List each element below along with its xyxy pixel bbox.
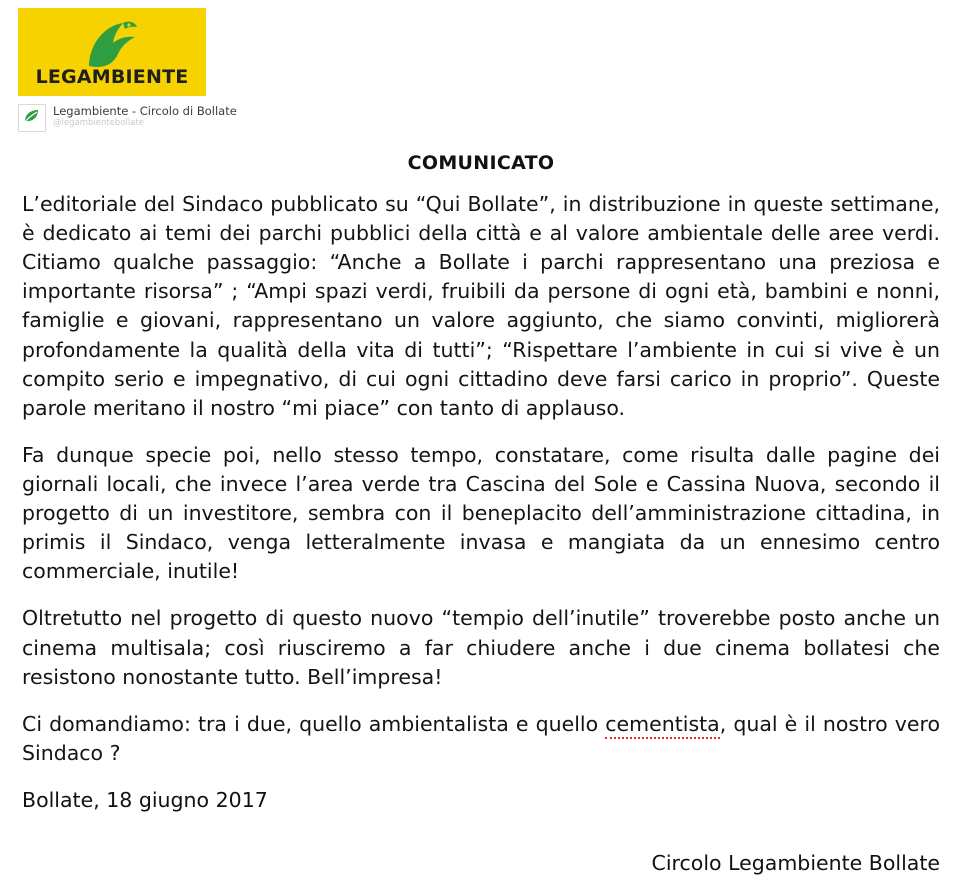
document-body [22, 152, 940, 878]
paragraph-1: L’editoriale del Sindaco pubblicato su “Qui Bollate”, in distribuzione in queste settimane, è dedicato ai temi dei parchi pubblici della città e al valore ambientale delle aree verdi. Citiamo qualche passaggio: “Anche a Bollate i parchi rappresentano una preziosa e importante risorsa” ; “Ampi spazi verdi, fruibili da persone di ogni età, bambini e nonni, famiglie e giovani, rappresentano un valore aggiunto, che siamo convinti, migliorerà profondamente la qualità della vita di tutti”; “Rispettare l’ambiente in cui si vive è un compito serio e impegnativo, di cui ogni cittadino deve farsi carico in proprio”. Queste parole meritano il nostro “mi piace” con tanto di applauso. [22, 192, 940, 420]
logo-wordmark: LEGAMBIENTE [35, 66, 189, 88]
account-name[interactable]: Legambiente - Circolo di Bollate [53, 104, 237, 118]
paragraph-4-after: , qual è il nostro vero Sindaco ? [22, 711, 940, 765]
date-line: Bollate, 18 giugno 2017 [22, 787, 268, 812]
legambiente-logo [18, 8, 206, 96]
account-text [53, 104, 237, 129]
spellcheck-underlined-word: cementista [605, 712, 719, 739]
paragraph-4-before: Ci domandiamo: tra i due, quello ambientalista e quello [22, 711, 606, 736]
post-header [18, 8, 318, 132]
avatar[interactable] [18, 104, 46, 132]
signature-line: Circolo Legambiente Bollate [651, 851, 940, 876]
account-handle: @legambientebollate [53, 118, 145, 129]
legambiente-leaf-avatar-icon [22, 106, 42, 130]
account-row[interactable] [18, 104, 318, 132]
paragraph-2: Fa dunque specie poi, nello stesso tempo, constatare, come risulta dalle pagine dei giornali locali, che invece l’area verde tra Cascina del Sole e Cassina Nuova, secondo il progetto di un investitore, sembra con il beneplacito dell’amministrazione cittadina, in primis il Sindaco, venga letteralmente invasa e mangiata da un ennesimo centro commerciale, inutile! [22, 442, 940, 584]
page-title: COMUNICATO [407, 152, 555, 174]
paragraph-3: Oltretutto nel progetto di questo nuovo “tempio dell’inutile” troverebbe posto anche un cinema multisala; così riusciremo a far chiudere anche i due cinema bollatesi che resistono nonostante tutto. Bell’impresa! [22, 606, 940, 689]
paragraph-4 [22, 710, 940, 768]
